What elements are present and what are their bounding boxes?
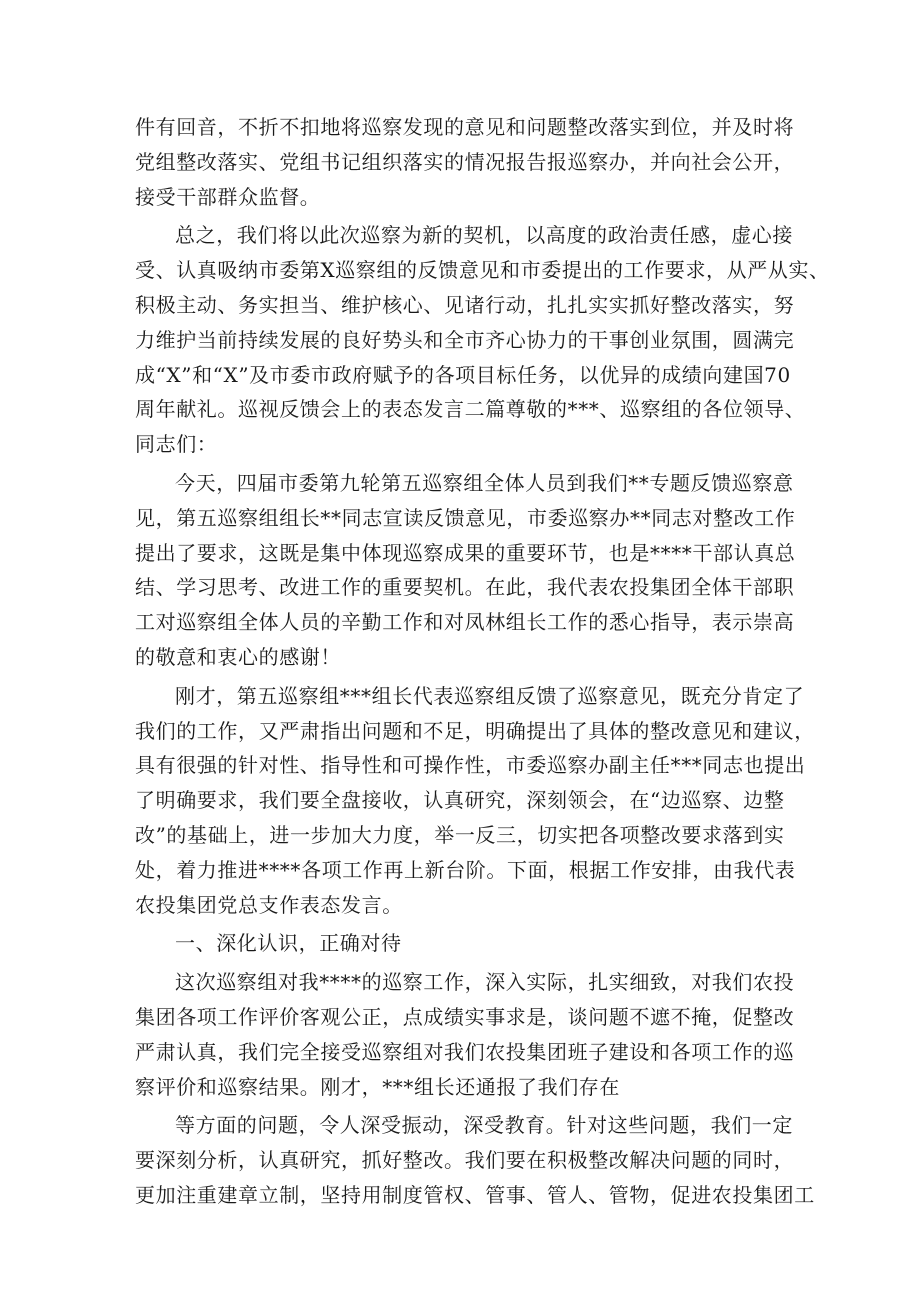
text-line: 了明确要求，我们要全盘接收，认真研究，深刻领会，在“边巡察、边整 (135, 788, 785, 813)
text-line: 今天，四届市委第九轮第五巡察组全体人员到我们**专题反馈巡察意 (175, 470, 794, 495)
text-line: 见，第五巡察组组长**同志宣读反馈意见，市委巡察办**同志对整改工作 (135, 505, 796, 530)
paragraph-1 (135, 110, 795, 214)
text-line: 具有很强的针对性、指导性和可操作性，市委巡察办副主任***同志也提出 (135, 753, 806, 778)
text-line: 刚才，第五巡察组***组长代表巡察组反馈了巡察意见，既充分肯定了 (175, 683, 805, 708)
text-line: 农投集团党总支作表态发言。 (135, 892, 403, 917)
paragraph-3 (135, 466, 795, 675)
paragraph-2 (135, 218, 830, 462)
text-line: 提出了要求，这既是集中体现巡察成果的重要环节，也是****干部认真总 (135, 540, 796, 565)
text-line: 要深刻分析，认真研究，抓好整改。我们要在积极整改解决问题的同时， (135, 1148, 795, 1173)
text-line: 这次巡察组对我****的巡察工作，深入实际，扎实细致，对我们农投 (175, 970, 795, 995)
text-line: 同志们： (135, 432, 218, 457)
text-line: 严肃认真，我们完全接受巡察组对我们农投集团班子建设和各项工作的巡 (135, 1039, 795, 1064)
paragraph-6 (135, 1108, 815, 1212)
section-heading (135, 926, 795, 961)
text-line: 结、学习思考、改进工作的重要契机。在此，我代表农投集团全体干部职 (135, 575, 795, 600)
text-line: 党组整改落实、党组书记组织落实的情况报告报巡察办，并向社会公开， (135, 149, 795, 174)
text-line: 我们的工作，又严肃指出问题和不足，明确提出了具体的整改意见和建议， (135, 718, 815, 743)
text-line: 更加注重建章立制，坚持用制度管权、管事、管人、管物，促进农投集团工 (135, 1182, 815, 1207)
text-line: 等方面的问题，令人深受振动，深受教育。针对这些问题，我们一定 (175, 1113, 793, 1138)
text-line: 接受干部群众监督。 (135, 184, 321, 209)
text-line: 力维护当前持续发展的良好势头和全市齐心协力的干事创业氛围，圆满完 (135, 327, 795, 352)
text-line: 的敬意和衷心的感谢！ (135, 644, 341, 669)
paragraph-5 (135, 965, 795, 1104)
text-line: 工对巡察组全体人员的辛勤工作和对凤林组长工作的悉心指导，表示崇高 (135, 610, 795, 635)
text-line: 察评价和巡察结果。刚才，***组长还通报了我们存在 (135, 1074, 620, 1099)
text-line: 成“X”和“X”及市委市政府赋予的各项目标任务，以优异的成绩向建国70 (135, 362, 791, 387)
text-line: 受、认真吸纳市委第X巡察组的反馈意见和市委提出的工作要求，从严从实、 (135, 258, 830, 283)
text-line: 总之，我们将以此次巡察为新的契机，以高度的政治责任感，虚心接 (175, 223, 793, 248)
text-line: 周年献礼。巡视反馈会上的表态发言二篇尊敬的***、巡察组的各位领导、 (135, 397, 806, 422)
document-body (135, 110, 830, 1213)
text-line: 一、深化认识，正确对待 (175, 931, 402, 956)
text-line: 改”的基础上，进一步加大力度，举一反三，切实把各项整改要求落到实 (135, 822, 785, 847)
paragraph-4 (135, 679, 815, 923)
text-line: 件有回音，不折不扣地将巡察发现的意见和问题整改落实到位，并及时将 (135, 115, 795, 139)
text-line: 处，着力推进****各项工作再上新台阶。下面，根据工作安排，由我代表 (135, 857, 796, 882)
text-line: 积极主动、务实担当、维护核心、见诸行动，扎扎实实抓好整改落实，努 (135, 292, 795, 317)
text-line: 集团各项工作评价客观公正，点成绩实事求是，谈问题不遮不掩，促整改 (135, 1004, 795, 1029)
